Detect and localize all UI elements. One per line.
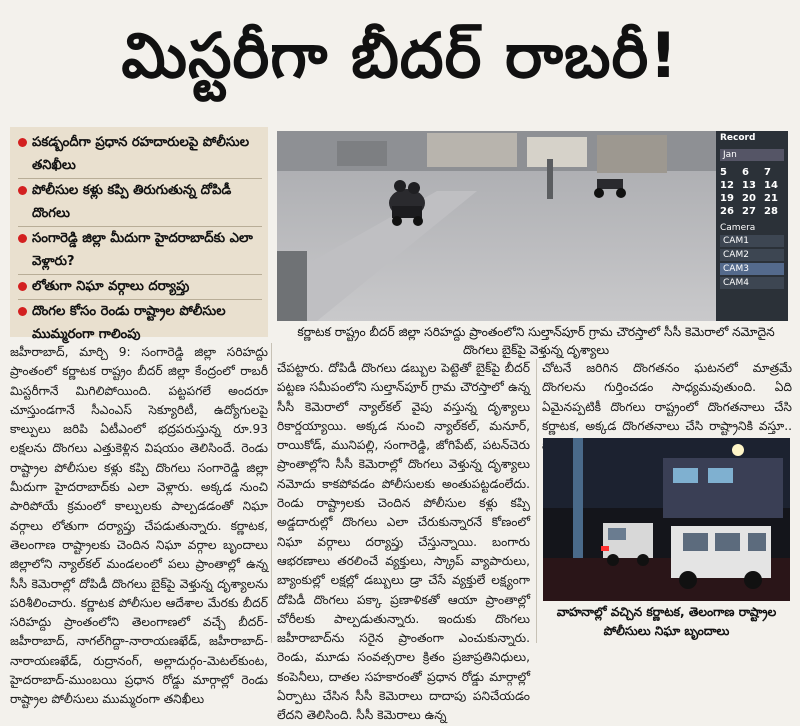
camera-item: CAM2 bbox=[720, 249, 784, 261]
calendar-day: 14 bbox=[764, 180, 778, 191]
calendar-days bbox=[716, 165, 788, 219]
highlight-text: పకడ్బందీగా ప్రధాన రహదారులపై పోలీసుల తనిఖీలు bbox=[32, 135, 250, 173]
calendar-day: 20 bbox=[742, 193, 756, 204]
calendar-day: 13 bbox=[742, 180, 756, 191]
recorder-title: Record bbox=[720, 133, 756, 143]
recorder-panel bbox=[716, 131, 788, 321]
highlight-item bbox=[18, 178, 262, 225]
highlight-item bbox=[18, 131, 262, 177]
highlight-item bbox=[18, 299, 262, 346]
highlights-box bbox=[10, 127, 268, 342]
article-column-2: చేపట్టారు. దోపిడీ దొంగలు డబ్బుల పెట్టెతో బైక్‌పై బీదర్ పట్టణ సమీపంలోని సుల్తాన్‌పూర్ గ్రామ చౌరస్తాలో ఉన్న సీసీ కెమెరాలో న్యాల్‌కల్ వైపు వస్తున్న దృశ్యాలు రికార్డయ్యాయి. అక్కడ నుంచి న్యాల్‌కల్, మనూర్, రాయికోడ్, మునిపల్లి, సంగారెడ్డి, జోగిపేట్, పటన్‌చెరు ప్రాంతాల్లోని సీసీ కెమెరాల్లో దొంగలు వెళ్తున్న దృశ్యాలు నమోదు కాకపోవడం పోలీసులకు అంతుపట్టడంలేదు. రెండు రాష్ట్రాలకు చెందిన పోలీసుల కళ్లు కప్పి అడ్డదారుల్లో దొంగలు ఎలా చేరుకున్నారనే కోణంలో నిఘా వర్గాలు దర్యాప్తు చేస్తున్నాయి. బంగారు ఆభరణాలు తరలించే వ్యక్తులు, స్క్రాప్ వ్యాపారులు, బ్యాంకుల్లో లక్షల్లో డబ్బులు డ్రా చేసే వ్యక్తులే లక్ష్యంగా దోపిడీ దొంగలు పక్కా ప్రణాళికతో ఆయా ప్రాంతాల్లో చోరీలకు పాల్పడుతున్నారు. ఇందుకు దొంగలు జహీరాబాద్‌ను సరైన ప్రాంతంగా ఎంచుకున్నారు. రెండు, మూడు సంవత్సరాల క్రితం ప్రజాప్రతినిధులు, కంపెనీలు, దాతల సహకారంతో ప్రధాన రోడ్డు మార్గాల్లో ఏర్పాటు చేసిన సీసీ కెమెరాలు దాదాపు పనిచేయడం లేదని తెలిసింది. సీసీ కెమెరాలు ఉన్న bbox=[277, 361, 530, 723]
bullet-icon bbox=[18, 282, 27, 291]
camera-item: CAM4 bbox=[720, 277, 784, 289]
camera-label: Camera bbox=[720, 223, 756, 233]
calendar-day: 6 bbox=[742, 167, 749, 178]
calendar-day: 12 bbox=[720, 180, 734, 191]
police-vehicles-photo bbox=[543, 438, 790, 601]
headline: మిస్టరీగా బీదర్ రాబరీ! bbox=[121, 18, 679, 92]
highlight-text: పోలీసుల కళ్లు కప్పి తిరుగుతున్న దోపిడీ దొంగలు bbox=[32, 183, 232, 221]
bullet-icon bbox=[18, 307, 27, 316]
bullet-icon bbox=[18, 138, 27, 147]
night-scene bbox=[543, 438, 790, 601]
photo-caption-2: వాహనాల్లో వచ్చిన కర్ణాటక, తెలంగాణ రాష్ట్రాల పోలీసులు నిఘా బృందాలు bbox=[556, 605, 777, 638]
cctv-photo bbox=[277, 131, 788, 321]
article-column-3: చోటనే జరిగిన దొంగతనం ఘటనలో మాత్రమే దొంగలను గుర్తించడం సాధ్యమవుతుంది. ఏది ఏమైనప్పటికీ దొంగలు రాష్ట్రంలో దొంగతనాలు చేసి కర్ణాటక, అక్కడ దొంగతనాలు చేసి రాష్ట్రానికి వస్తూ.. bbox=[542, 361, 792, 433]
calendar-day: 26 bbox=[720, 206, 734, 217]
highlight-text: దొంగల కోసం రెండు రాష్ట్రాల పోలీసుల ముమ్మరంగా గాలింపు bbox=[32, 304, 226, 342]
column-divider bbox=[536, 359, 537, 643]
highlight-item bbox=[18, 226, 262, 273]
bullet-icon bbox=[18, 186, 27, 195]
calendar-day: 27 bbox=[742, 206, 756, 217]
calendar-day: 19 bbox=[720, 193, 734, 204]
column-divider bbox=[271, 343, 272, 643]
article-column-1: జహీరాబాద్, మార్చి 9: సంగారెడ్డి జిల్లా సరిహద్దు ప్రాంతంలో కర్ణాటక రాష్ట్రం బీదర్ జిల్లా కేంద్రంలో రాబరీ మిస్టరీగానే మిగిలిపోయింది. పట్టపగలే అందరూ చూస్తుండగానే సీఎంఎస్ సెక్యూరిటీ, ఉద్యోగులపై కాల్పులు జరిపి ఏటీఎంలో భద్రపరుస్తున్న రూ.93 లక్షలను దొంగలు ఎత్తుకెళ్లిన విషయం తెలిసిందే. రెండు రాష్ట్రాల పోలీసుల కళ్లు కప్పి దొంగలు సంగారెడ్డి జిల్లా మీదుగా హైదరాబాద్‌కు ఎలా వెళ్లారు. అక్కడ నుంచి పారిపోయే క్రమంలో కాల్పులకు పాల్పడడంతో నిఘా వర్గాలు లోతుగా దర్యాప్తు చేపడుతున్నారు. కర్ణాటక, తెలంగాణ రాష్ట్రాలకు చెందిన నిఘా వర్గాల బృందాలు జిల్లాలోని న్యాల్‌కల్ మండలంలో పలు ప్రాంతాల్లో ఉన్న సీసీ కెమెరాల్లో దోపిడీ దొంగలు బైక్‌పై వెళ్తున్న దృశ్యాలను పరిశీలించారు. కర్ణాటక పోలీసుల ఆదేశాల మేరకు బీదర్ సరిహద్దు ప్రాంతంలోని తెలంగాణలో వచ్చే బీదర్-జహీరాబాద్, నాగల్‌గిద్దా-నారాయణఖేడ్, జహీరాబాద్-నారాయణఖేడ్, రుద్రానంగ్, అల్లాదుర్గం-మెటల్‌కుంట, హైదరాబాద్-ముంబయి ప్రధాన రోడ్డు మార్గాల్లో రెండు రాష్ట్రాల పోలీసులు ముమ్మరంగా తనిఖీలు bbox=[10, 345, 268, 707]
calendar-day: 5 bbox=[720, 167, 727, 178]
camera-list bbox=[716, 223, 788, 289]
cctv-scene bbox=[277, 131, 788, 321]
calendar-month: Jan bbox=[720, 149, 784, 161]
camera-item: CAM3 bbox=[720, 263, 784, 275]
camera-item: CAM1 bbox=[720, 235, 784, 247]
calendar-day: 28 bbox=[764, 206, 778, 217]
calendar-day: 21 bbox=[764, 193, 778, 204]
photo-caption: కర్ణాటక రాష్ట్రం బీదర్ జిల్లా సరిహద్దు ప్రాంతంలోని సుల్తాన్‌పూర్ గ్రామ చౌరస్తాలో సీసీ కెమెరాలో నమోదైన దొంగలు బైక్‌పై వెళ్తున్న దృశ్యాలు bbox=[297, 325, 775, 357]
calendar-day: 7 bbox=[764, 167, 771, 178]
highlight-text: లోతుగా నిఘా వర్గాలు దర్యాప్తు bbox=[32, 279, 190, 294]
highlight-item bbox=[18, 274, 262, 298]
bullet-icon bbox=[18, 234, 27, 243]
highlight-text: సంగారెడ్డి జిల్లా మీదుగా హైదరాబాద్‌కు ఎలా వెళ్లారు? bbox=[32, 231, 253, 269]
